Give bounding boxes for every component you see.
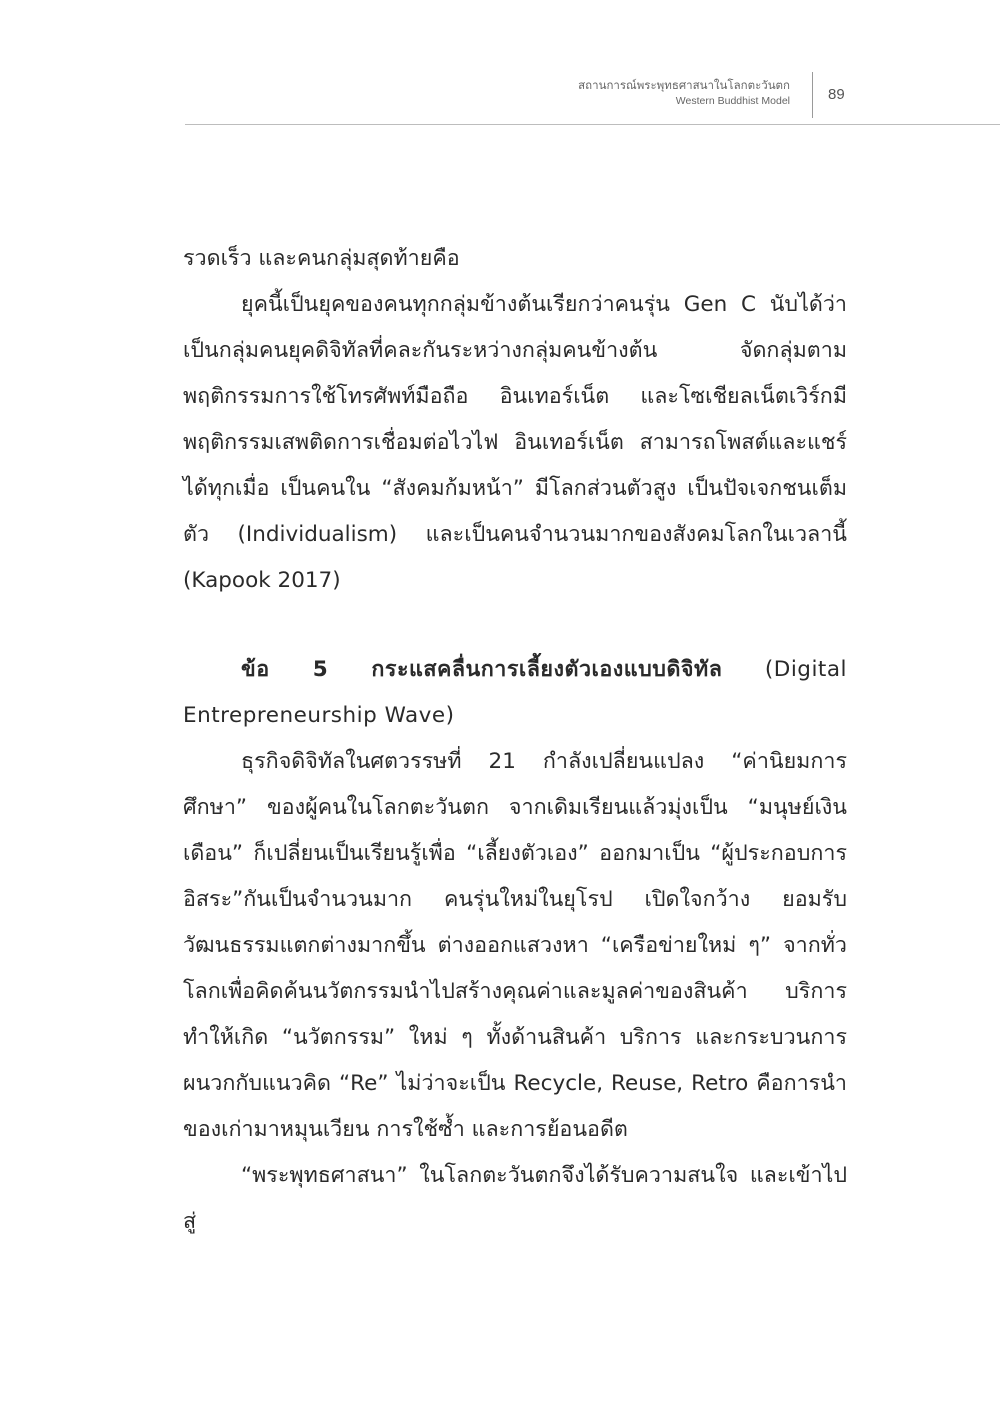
- running-head-english-title: Western Buddhist Model: [675, 95, 790, 107]
- section-heading-english: (Digital Entrepreneurship Wave): [183, 657, 848, 728]
- paragraph-gen-c: ยุคนี้เป็นยุคของคนทุกกลุ่มข้างต้นเรียกว่าคนรุ่น Gen C นับได้ว่าเป็นกลุ่มคนยุคดิจิทัลที่คละกันระหว่างกลุ่มคนข้างต้น จัดกลุ่มตามพฤติกรรมการใช้โทรศัพท์มือถือ อินเทอร์เน็ต และโซเชียลเน็ตเวิร์กมีพฤติกรรมเสพติดการเชื่อมต่อไวไฟ อินเทอร์เน็ต สามารถโพสต์และแชร์ได้ทุกเมื่อ เป็นคนใน “สังคมก้มหน้า” มีโลกส่วนตัวสูง เป็นปัจเจกชนเต็มตัว (Individualism) และเป็นคนจำนวนมากของสังคมโลกในเวลานี้ (Kapook 2017): [183, 292, 847, 593]
- header-divider: [812, 72, 813, 118]
- page-number: 89: [828, 86, 845, 103]
- paragraph-buddhism: “พระพุทธศาสนา” ในโลกตะวันตกจึงได้รับความสนใจ และเข้าไปสู่: [183, 1163, 847, 1234]
- paragraph-digital-business: ธุรกิจดิจิทัลในศตวรรษที่ 21 กำลังเปลี่ยนแปลง “ค่านิยมการศึกษา” ของผู้คนในโลกตะวันตก จากเดิมเรียนแล้วมุ่งเป็น “มนุษย์เงินเดือน” ก็เปลี่ยนเป็นเรียนรู้เพื่อ “เลี้ยงตัวเอง” ออกมาเป็น “ผู้ประกอบการอิสระ”กันเป็นจำนวนมาก คนรุ่นใหม่ในยุโรป เปิดใจกว้าง ยอมรับวัฒนธรรมแตกต่างมากขึ้น ต่างออกแสวงหา “เครือข่ายใหม่ ๆ” จากทั่วโลกเพื่อคิดค้นนวัตกรรมนำไปสร้างคุณค่าและมูลค่าของสินค้า บริการ ทำให้เกิด “นวัตกรรม” ใหม่ ๆ ทั้งด้านสินค้า บริการ และกระบวนการ ผนวกกับแนวคิด “Re” ไม่ว่าจะเป็น Recycle, Reuse, Retro คือการนำของเก่ามาหมุนเวียน การใช้ซ้ำ และการย้อนอดีต: [183, 749, 847, 1142]
- running-head-thai-title: สถานการณ์พระพุทธศาสนาในโลกตะวันตก: [578, 80, 790, 92]
- header-rule: [185, 124, 1000, 125]
- section-heading: [183, 647, 847, 739]
- section-heading-thai: ข้อ 5 กระแสคลื่นการเลี้ยงตัวเองแบบดิจิทัล: [241, 657, 723, 682]
- body-text: [183, 236, 847, 1245]
- running-head: [578, 78, 790, 108]
- paragraph-continuation: รวดเร็ว และคนกลุ่มสุดท้ายคือ: [183, 246, 460, 271]
